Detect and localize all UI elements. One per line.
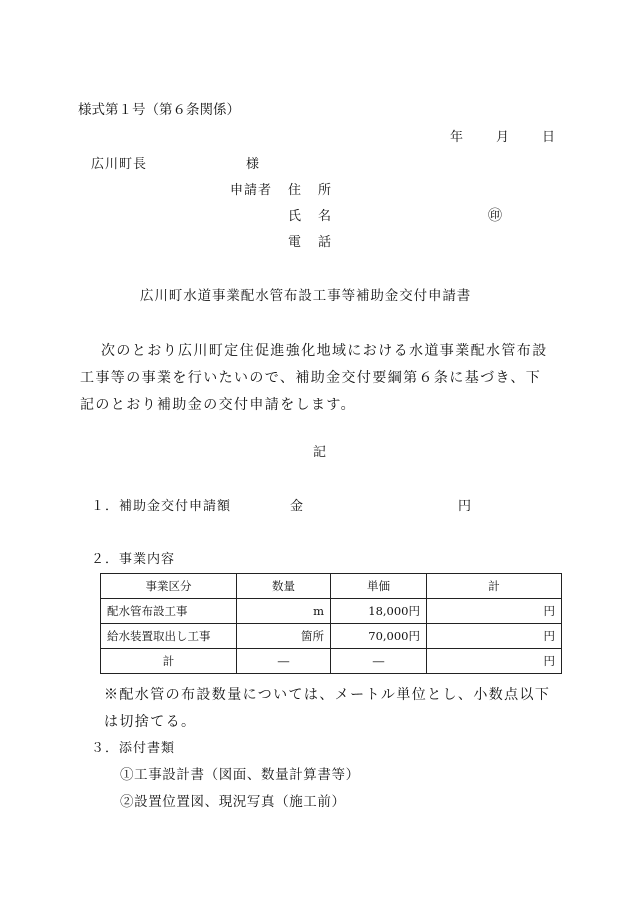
table-cell: 計 <box>101 649 237 674</box>
applicant-name-label: 氏 名 <box>288 209 334 224</box>
applicant-label: 申請者 <box>230 183 273 198</box>
section3-label: ３．添付書類 <box>91 741 176 756</box>
table-cell: ― <box>331 649 427 674</box>
section1-kin: 金 <box>290 499 304 514</box>
body-line-1: 次のとおり広川町定住促進強化地域における水道事業配水管布設 <box>101 343 548 359</box>
section1-label: １．補助金交付申請額 <box>91 499 232 514</box>
table-cell: 箇所 <box>237 624 331 649</box>
note-line-1: ※配水管の布設数量については、メートル単位とし、小数点以下 <box>104 687 551 703</box>
section2-label: ２．事業内容 <box>91 552 176 567</box>
date-month: 月 <box>496 130 510 145</box>
date-day: 日 <box>542 130 556 145</box>
attachment-item-2: ②設置位置図、現況写真（施工前） <box>120 794 346 810</box>
table-row <box>101 599 562 624</box>
applicant-phone-label: 電 話 <box>288 235 334 250</box>
seal-mark: ㊞ <box>488 208 502 224</box>
business-content-table <box>100 573 562 674</box>
table-cell: 給水装置取出し工事 <box>101 624 237 649</box>
addressee-honorific: 様 <box>246 157 260 172</box>
table-cell: m <box>237 599 331 624</box>
table-header-cell: 計 <box>427 574 562 599</box>
table-cell: 円 <box>427 649 562 674</box>
ki-heading: 記 <box>313 445 327 460</box>
table-cell: 70,000円 <box>331 624 427 649</box>
section1-yen: 円 <box>458 499 472 514</box>
table-cell: 18,000円 <box>331 599 427 624</box>
table-cell: ― <box>237 649 331 674</box>
applicant-address-label: 住 所 <box>288 183 334 198</box>
addressee-name: 広川町長 <box>91 157 148 172</box>
note-line-2: は切捨てる。 <box>104 714 197 730</box>
form-number: 様式第１号（第６条関係） <box>78 102 240 118</box>
date-year: 年 <box>450 130 464 145</box>
table-row <box>101 649 562 674</box>
body-line-3: 記のとおり補助金の交付申請をします。 <box>80 397 357 413</box>
table-header-cell: 数量 <box>237 574 331 599</box>
table-row <box>101 624 562 649</box>
table-header-cell: 単価 <box>331 574 427 599</box>
table-cell: 円 <box>427 624 562 649</box>
body-line-2: 工事等の事業を行いたいので、補助金交付要綱第６条に基づき、下 <box>80 370 542 386</box>
table-header-row <box>101 574 562 599</box>
attachment-item-1: ①工事設計書（図面、数量計算書等） <box>120 767 360 783</box>
document-title: 広川町水道事業配水管布設工事等補助金交付申請書 <box>140 288 472 304</box>
table-cell: 円 <box>427 599 562 624</box>
table-header-cell: 事業区分 <box>101 574 237 599</box>
table-cell: 配水管布設工事 <box>101 599 237 624</box>
